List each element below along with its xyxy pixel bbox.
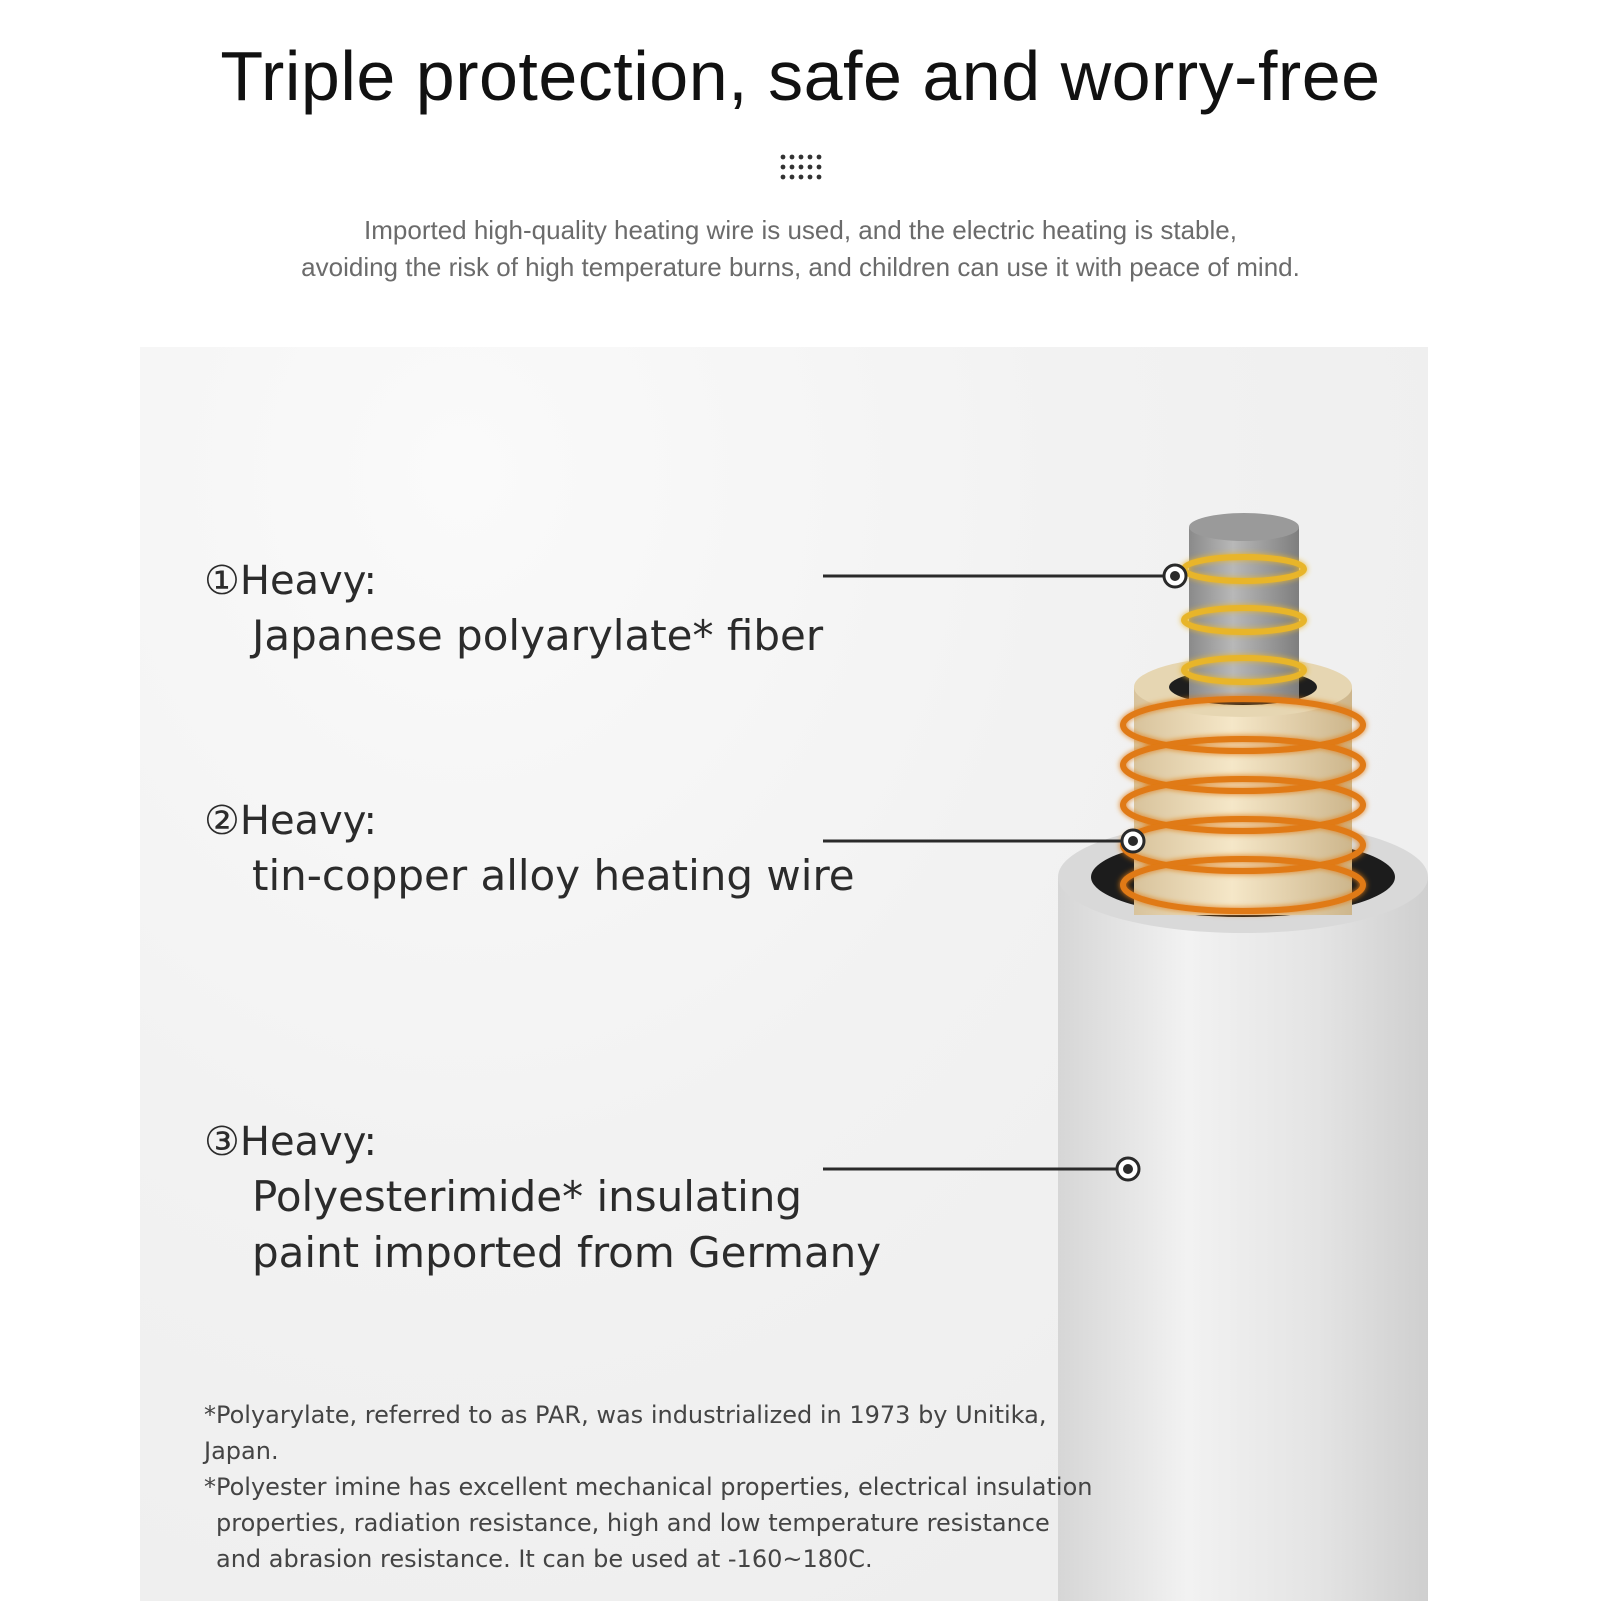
footnote-1: *Polyarylate, referred to as PAR, was industrialized in 1973 by Unitika, Japan. xyxy=(204,1401,1047,1465)
illustration-panel xyxy=(140,347,1428,1601)
feature-2-heading xyxy=(204,794,855,848)
feature-3 xyxy=(204,1115,881,1281)
feature-2-number: ② xyxy=(204,798,240,844)
feature-3-desc-line-1: Polyesterimide* insulating xyxy=(252,1172,803,1221)
subtitle-line-2: avoiding the risk of high temperature burns, and children can use it with peace of mind. xyxy=(301,252,1300,282)
feature-2 xyxy=(204,794,855,904)
feature-1-number: ① xyxy=(204,558,240,604)
feature-2-desc: tin-copper alloy heating wire xyxy=(252,851,855,900)
feature-1 xyxy=(204,554,823,664)
feature-3-label: Heavy: xyxy=(239,1119,377,1165)
footnotes xyxy=(204,1397,1104,1577)
subtitle xyxy=(0,212,1601,286)
feature-2-label: Heavy: xyxy=(239,798,377,844)
page-title: Triple protection, safe and worry-free xyxy=(220,37,1381,115)
subtitle-line-1: Imported high-quality heating wire is used, and the electric heating is stable, xyxy=(364,215,1237,245)
footnote-2-cont-1: properties, radiation resistance, high and low temperature resistance xyxy=(216,1509,1050,1537)
footnote-2-cont-2: and abrasion resistance. It can be used at -160~180C. xyxy=(216,1545,873,1573)
feature-3-number: ③ xyxy=(204,1119,240,1165)
feature-3-desc-line-2: paint imported from Germany xyxy=(252,1228,882,1277)
footnote-2: *Polyester imine has excellent mechanical properties, electrical insulation xyxy=(204,1473,1093,1501)
feature-3-heading xyxy=(204,1115,881,1169)
feature-1-heading xyxy=(204,554,823,608)
feature-1-desc: Japanese polyarylate* fiber xyxy=(252,611,824,660)
dot-grid-icon xyxy=(780,153,824,183)
feature-1-label: Heavy: xyxy=(239,558,377,604)
